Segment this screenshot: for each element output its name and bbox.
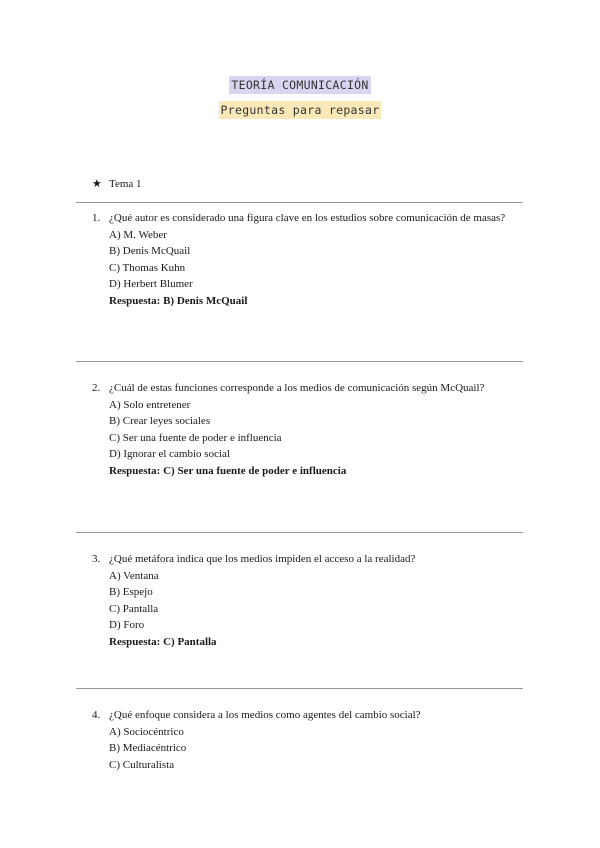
section-heading bbox=[92, 177, 142, 190]
options-list bbox=[109, 397, 522, 463]
question-item bbox=[92, 707, 522, 773]
option: A) M. Weber bbox=[109, 228, 167, 241]
divider bbox=[76, 688, 523, 689]
divider bbox=[76, 361, 523, 362]
option: C) Thomas Kuhn bbox=[109, 261, 186, 274]
question-item bbox=[92, 551, 522, 650]
star-icon: ★ bbox=[92, 178, 102, 190]
option: C) Ser una fuente de poder e influencia bbox=[109, 431, 282, 444]
question-number: 1. bbox=[92, 212, 101, 224]
section-title: Tema 1 bbox=[109, 177, 142, 190]
options-list bbox=[109, 724, 522, 774]
question-text: ¿Qué enfoque considera a los medios como agentes del cambio social? bbox=[109, 709, 421, 721]
question-number: 2. bbox=[92, 382, 101, 394]
question-number: 4. bbox=[92, 709, 101, 721]
options-list bbox=[109, 568, 522, 634]
option: C) Pantalla bbox=[109, 602, 159, 615]
question-text: ¿Qué metáfora indica que los medios impiden el acceso a la realidad? bbox=[109, 553, 416, 565]
question-item bbox=[92, 210, 522, 309]
option: A) Ventana bbox=[109, 569, 159, 582]
subtitle-highlight: Preguntas para repasar bbox=[220, 103, 380, 117]
option: D) Foro bbox=[109, 619, 145, 631]
option: A) Sociocéntrico bbox=[109, 725, 184, 738]
document-subtitle bbox=[0, 101, 600, 119]
title-highlight: TEORÍA COMUNICACIÓN bbox=[231, 78, 369, 92]
option: D) Herbert Blumer bbox=[109, 278, 193, 290]
option: B) Denis McQuail bbox=[109, 245, 191, 257]
divider bbox=[76, 202, 523, 203]
answer-text: Respuesta: C) Ser una fuente de poder e influencia bbox=[109, 464, 347, 477]
options-list bbox=[109, 227, 522, 293]
option: B) Espejo bbox=[109, 586, 153, 598]
question-text: ¿Qué autor es considerado una figura clave en los estudios sobre comunicación de masas? bbox=[109, 212, 506, 224]
document-title bbox=[0, 76, 600, 94]
option: D) Ignorar el cambio social bbox=[109, 448, 230, 460]
option: B) Mediacéntrico bbox=[109, 742, 187, 754]
option: A) Solo entretener bbox=[109, 398, 191, 411]
option: B) Crear leyes sociales bbox=[109, 415, 211, 427]
question-item bbox=[92, 380, 522, 479]
option: C) Culturalista bbox=[109, 758, 175, 771]
question-text: ¿Cuál de estas funciones corresponde a los medios de comunicación según McQuail? bbox=[109, 382, 485, 394]
answer-text: Respuesta: C) Pantalla bbox=[109, 635, 217, 648]
question-number: 3. bbox=[92, 553, 101, 565]
answer-text: Respuesta: B) Denis McQuail bbox=[109, 294, 248, 307]
divider bbox=[76, 532, 523, 533]
